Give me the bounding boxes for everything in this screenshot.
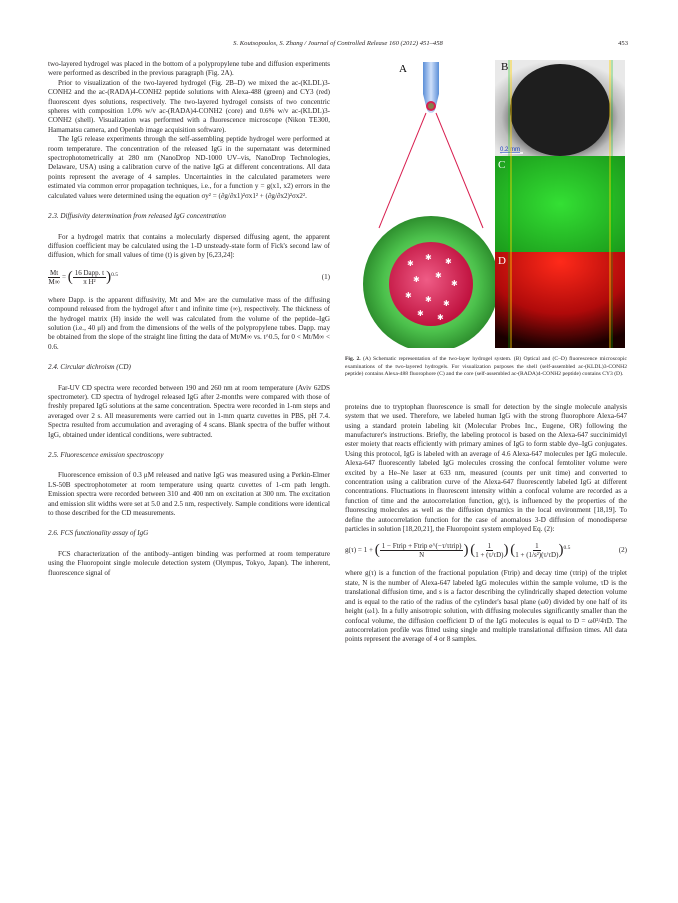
running-head: S. Koutsopoulos, S. Zhang / Journal of Controlled Release 160 (2012) 451–458 [233,40,443,47]
equation-2: g(τ) = 1 + ( $\frac{\text{1 − Ftrip + Ftrip e\textasciicircum{}(−τ/τtrip)}}{N}$ ) ( $\frac{1}{1 + (\tau/\tau D)}$ ) ( $\frac{1}{\text{1 + (1/s²)(τ/τD)}}$ )$^{0.5}$ (2) [345,542,627,560]
panel-label-a: A [399,63,407,75]
panel-c-green [495,156,625,252]
figure-2-graphic [345,60,627,348]
panel-label-b: B [501,61,509,73]
section-heading: 2.4. Circular dichroism (CD) [48,363,131,372]
equation-number: (1) [321,272,330,281]
eq2-term2: $\frac{1}{1 + (\tau/\tau D)}$ [475,542,504,560]
eq2-term1: $\frac{\text{1 − Ftrip + Ftrip e\textasciicircum{}(−τ/τtrip)}}{N}$ [381,542,462,560]
panel-label-d: D [498,255,506,267]
paragraph: Far-UV CD spectra were recorded between 190 and 260 nm at room temperature (Aviv 62DS spectrometer). CD spectra of hydrogel released IgG after 2-months were compared with those of freshly prepared IgG solutions at the same concentration. Spectra were recorded in 1-nm steps and averaged over 2 s. All measurements were carried out in 1-mm quartz cuvettes in PBS, pH 7.4. Spectra resulted from accumulation and averaging of 4 scans. Blank spectra of the buffer without IgG, obtained under identical conditions, were subtracted. [48,383,330,439]
optical-core [510,64,610,156]
svg-text:✱: ✱ [451,279,458,288]
svg-text:✱: ✱ [435,271,442,280]
svg-text:✱: ✱ [407,259,414,268]
equation-1: $\frac{Mt}{M\infty}$ = ( $\frac{\text{16 Dapp. t}}{\text{π H²}}$ )$^{0.5}$ (1) [48,268,330,286]
eq2-term3: $\frac{1}{\text{1 + (1/s²)(τ/τD)}}$ [515,542,559,560]
paragraph: For a hydrogel matrix that contains a molecularly dispersed diffusing agent, the apparent diffusion coefficient may be calculated using the 1-D unsteady-state form of Fick's second law of diffusion, which for small values of time (t) is given by [6,23,24]: [48,232,330,260]
paragraph: where g(τ) is a function of the fractional population (Ftrip) and decay time (τtrip) of the triplet state, N is the number of Alexa-647 labeled IgG molecules within the sample volume, τD is the translational diffusion time, and s is a factor describing the cylindrically shaped detection volume and is equal to the ratio of the radius of the cylinder's basal plane (ω0) divided by one half of its height (ω1). In a fully anisotropic solution, with diffusing molecules significantly smaller than the confocal volume, the diffusion coefficient D of the IgG molecules is equal to D = ω0²/4τD. The autocorrelation profile was fitted using single and multiple translational diffusion times. All data points represent the average of 4 or 8 samples. [345,569,627,644]
section-heading: 2.3. Diffusivity determination from released IgG concentration [48,212,226,221]
paragraph: two-layered hydrogel was placed in the bottom of a polypropylene tube and diffusion experiments were performed as described in the previous paragraph (Fig. 2A). [48,60,330,78]
svg-text:✱: ✱ [425,295,432,304]
svg-text:✱: ✱ [443,299,450,308]
zoom-line [436,113,483,228]
panel-label-c: C [498,159,506,171]
panel-d-red [495,252,625,348]
caption-text: (A) Schematic representation of the two-layer hydrogel system. (B) Optical and (C–D) fluorescence microscopic examinations of the two-layered hydrogels. For visualization purposes the shell (self-assembled ac-(KLDL)3-CONH2 peptide) contains Alexa-488 fluorophore (C) and the core (self-assembled ac-(RADA)4-CONH2 peptide) contains CY3 (D). [345,356,627,378]
svg-text:✱: ✱ [413,275,420,284]
equation-number: (2) [618,546,627,555]
figure-2 [345,60,627,348]
section-heading: 2.6. FCS functionality assay of IgG [48,529,149,538]
paragraph: where Dapp. is the apparent diffusivity, Mt and M∞ are the cumulative mass of the diffusing compound released from the hydrogel after t and infinite time (∞), respectively. The thickness of the hydrogel matrix (H) inside the well was calculated from the volume of the peptide–IgG solution (i.e., 40 μl) and from the dimensions of the wells of the polypropylene tubes. Dapp. may be obtained from the slope of the straight line fitting the data of Mt/M∞ vs. t^0.5, for 0 < Mt/M∞ < 0.6. [48,295,330,351]
paragraph: FCS characterization of the antibody–antigen binding was performed at room temperature using the Fluoropoint single molecule detection system (Olympus, Tokyo, Japan). The inherent, fluorescence signal of [48,549,330,577]
paragraph: Prior to visualization of the two-layered hydrogel (Fig. 2B–D) we mixed the ac-(KLDL)3-CONH2 and the ac-(RADA)4-CONH2 peptide solutions with Alexa-488 (green) and CY3 (red) fluorescent dyes solutions, respectively. The two-layered hydrogel consists of two concentric spheres with composition 1.0% w/v ac-(RADA)4-CONH2 (core) and 0.6% w/v ac-(KLDL)3-CONH2 (shell). Visualization was performed with a fluorescence microscope (Nikon TE300, Hamamatsu camera, and Openlab image acquisition software). [48,78,330,134]
svg-text:✱: ✱ [425,253,432,262]
running-header [48,40,628,52]
eq1-lhs: $\frac{Mt}{M\infty}$ [48,268,60,286]
section-heading: 2.5. Fluorescence emission spectroscopy [48,451,164,459]
scale-bar-label: 0.2 mm [500,147,521,153]
left-column [48,60,330,578]
zoom-line [379,113,426,228]
figure-caption [345,356,627,379]
tube-schematic [423,62,439,113]
page-number: 453 [618,40,628,47]
svg-text:✱: ✱ [437,313,444,322]
svg-text:✱: ✱ [405,291,412,300]
paragraph: proteins due to tryptophan fluorescence is small for detection by the single molecule analysis system that we used. Therefore, we labeled human IgG with the strong fluorophore Alexa-647 using a standard protein labeling kit (Molecular Probes Inc., Eugene, OR) following the manufacturer's instructions. Briefly, the labeling protocol is based on the Alexa-647 succinimidyl ester moiety that reacts efficiently with primary amines of IgG to form stable dye–IgG conjugates. Using this protocol, IgG is labeled with an average of 4.6 Alexa-647 molecules per IgG molecule. Alexa-647 fluorescently labeled IgG molecules crossing the confocal femtoliter volume were excited by a He–Ne laser at 633 nm, measured (counts per unit time) and converted to concentration using a calibration curve of the Alexa-647 fluorescently labeled IgG at different concentrations. Fluctuations in fluorescent intensity within a confocal volume are recorded as a function of time and the autocorrelation function, g(τ), is influenced by the properties of the fluorescing molecules as well as the diffusion dynamics in the local environment [18,19]. To define the autocorrelation function for the case of anomalous 3-D diffusion of monodisperse particles in solution [18,20,21], the Fluoropoint system employed Eq. (2): [345,402,627,534]
svg-text:✱: ✱ [445,257,452,266]
svg-text:✱: ✱ [417,309,424,318]
paragraph: Fluorescence emission of 0.3 μM released and native IgG was measured using a Perkin-Elmer LS-50B spectrophotometer at room temperature using quartz cuvettes of 1-cm path length. Emission spectra were recorded between 310 and 400 nm on excitation at 300 nm. The excitation and emission slit widths were set at 5.0 and 2.5 nm, respectively. Sample conditions were identical to those described for the CD measurements. [48,471,330,518]
eq1-rhs: $\frac{\text{16 Dapp. t}}{\text{π H²}}$ [74,268,105,286]
caption-label: Fig. 2. [345,356,361,362]
paragraph: The IgG release experiments through the self-assembling peptide hydrogel were performed at room temperature. The concentration of the released IgG in the supernatant was determined spectrophotometrically at 280 nm (NanoDrop ND-1000 UV–vis, NanoDrop Technologies, Delaware, USA) using a calibration curve of the native IgG at different concentrations. All data points represent the average of 4 samples. Uncertainties in the calculated parameters were estimated via common error propagation techniques, i.e., for a function y = g(x1, x2) errors in the calculated values were determined using the equation σy² = (∂g/∂x1)²σx1² + (∂g/∂x2)²σx2². [48,135,330,200]
right-column [345,60,627,645]
